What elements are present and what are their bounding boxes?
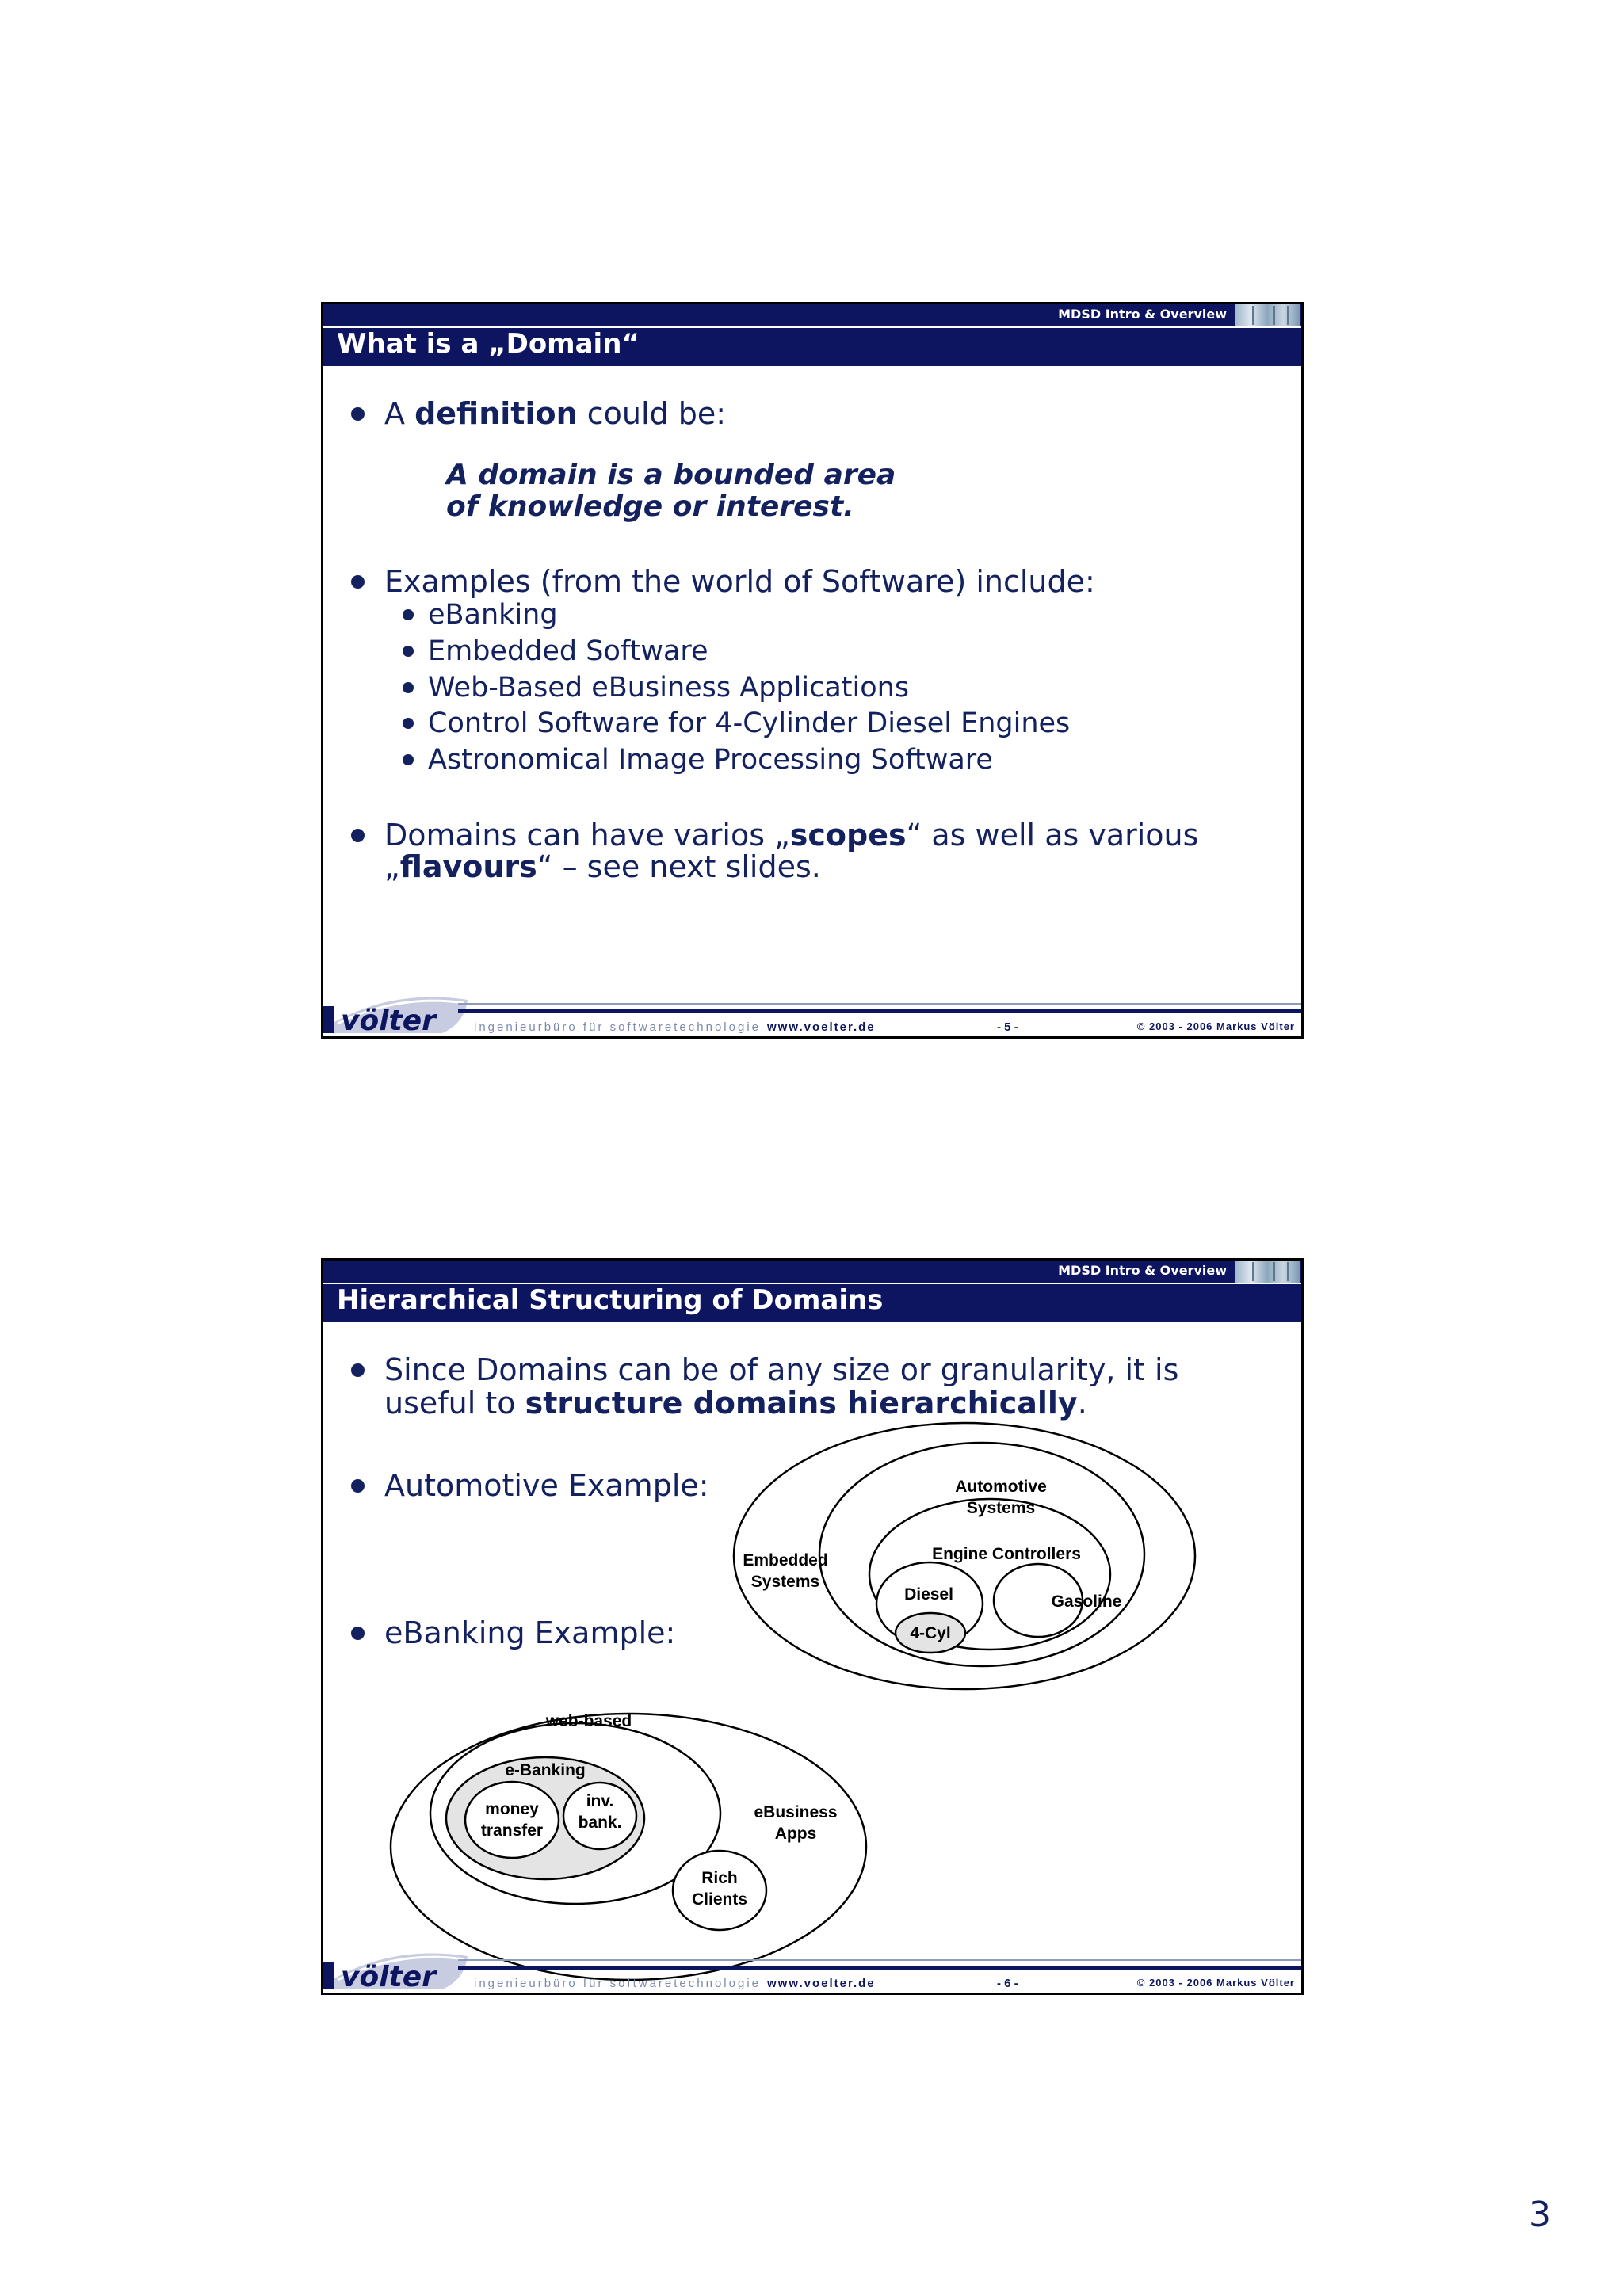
slide-header [323,304,1301,366]
example-item: Astronomical Image Processing Software [428,744,993,776]
label-rich-clients: Rich [701,1869,738,1887]
footer-page-number: - 5 - [997,1020,1018,1034]
bullet-icon [351,575,365,589]
label-money-transfer: money [485,1800,539,1818]
bullet-granularity-line-2: useful to structure domains hierarchically. [384,1386,1087,1421]
label-embedded-systems: Embedded [743,1551,828,1569]
label-web-based: web-based [545,1712,632,1730]
automotive-nesting-diagram [734,1423,1195,1689]
svg-text:völter: völter [341,1961,436,1993]
label-embedded-systems: Systems [750,1573,820,1591]
label-inv-bank: inv. [586,1792,614,1810]
example-item: Web-Based eBusiness Applications [428,672,910,704]
label-ebusiness-apps: eBusiness [754,1803,838,1821]
slide-title: Hierarchical Structuring of Domains [337,1284,884,1316]
svg-text:völter: völter [341,1005,436,1037]
bullet-examples: Examples (from the world of Software) include: [384,564,1095,599]
slide-hierarchical-domains [321,1258,1304,1995]
label-gasoline: Gasoline [1051,1592,1122,1611]
bullet-scopes-line-1: Domains can have varios „scopes“ as well as various [384,818,1199,852]
definition-quote-line-2: of knowledge or interest. [446,490,854,523]
label-rich-clients: Clients [691,1890,748,1909]
label-inv-bank: bank. [578,1814,622,1832]
course-title: MDSD Intro & Overview [1058,307,1227,322]
slide-title: What is a „Domain“ [337,328,640,360]
bullet-automotive: Automotive Example: [384,1468,709,1503]
money-transfer-ellipse [465,1782,559,1858]
handout-page-number: 3 [1529,2195,1551,2235]
bullet-icon [351,829,365,842]
definition-quote-line-1: A domain is a bounded area [446,459,896,491]
sub-bullet-icon [403,754,414,765]
label-automotive-systems: Systems [966,1499,1036,1517]
course-logo-icon [1235,304,1300,326]
sub-bullet-icon [403,682,414,693]
bullet-ebanking: eBanking Example: [384,1615,676,1650]
sub-bullet-icon [403,646,414,657]
bullet-granularity-line-1: Since Domains can be of any size or granularity, it is [384,1352,1179,1387]
sub-bullet-icon [403,718,414,729]
example-item: Embedded Software [428,635,708,667]
label-diesel: Diesel [904,1585,953,1604]
label-e-banking: e-Banking [505,1761,586,1779]
label-automotive-systems: Automotive [955,1478,1047,1496]
label-4-cyl: 4-Cyl [910,1624,951,1642]
slide-what-is-a-domain [321,302,1304,1039]
bullet-scopes-line-2: „flavours“ – see next slides. [384,849,821,884]
bullet-icon [351,407,365,421]
sub-bullet-icon [403,609,414,620]
footer-copyright: © 2003 - 2006 Markus Völter [1136,1020,1295,1032]
example-item: Control Software for 4-Cylinder Diesel Engines [428,707,1071,739]
course-title: MDSD Intro & Overview [1058,1263,1227,1278]
footer-page-number: - 6 - [997,1977,1018,1990]
footer-url: www.voelter.de [767,1977,876,1990]
example-item: eBanking [428,599,558,631]
footer-tagline: ingenieurbüro für softwaretechnologie [474,1020,761,1034]
label-money-transfer: transfer [480,1821,544,1840]
domain-hierarchy-diagram [323,1261,1304,1995]
footer-tagline: ingenieurbüro für softwaretechnologie [474,1977,761,1990]
footer-url: www.voelter.de [767,1020,876,1034]
label-engine-controllers: Engine Controllers [932,1545,1081,1563]
footer-copyright: © 2003 - 2006 Markus Völter [1136,1977,1295,1989]
bullet-definition: A definition could be: [384,396,727,431]
label-ebusiness-apps: Apps [774,1825,817,1843]
